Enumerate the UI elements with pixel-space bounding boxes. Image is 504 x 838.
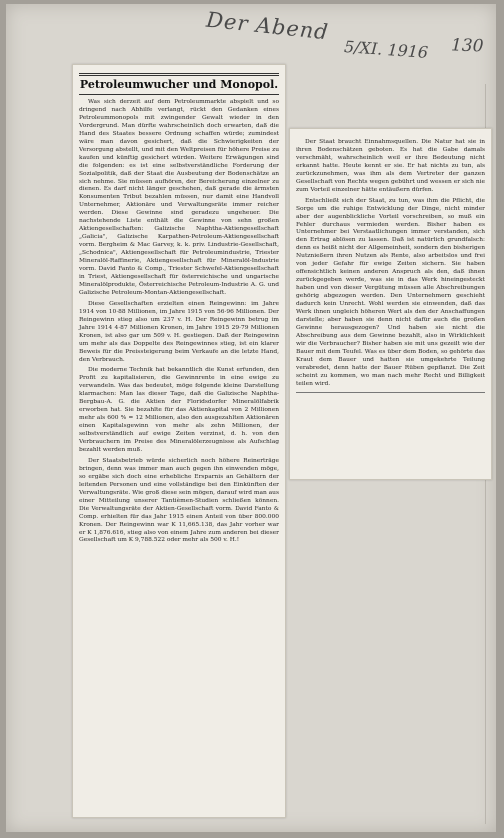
archive-sheet [6, 4, 496, 832]
newspaper-clipping-right [289, 128, 492, 480]
newspaper-clipping-left [72, 64, 286, 818]
article-paragraph: Der Staatsbetrieb würde sicherlich noch höhere Reinerträge bringen, denn was immer man auch gegen ihn einwenden möge, so ergäbe sich doch eine erhebliche Ersparnis an Gehältern der leitenden Personen und eine vollständige bei den Einkünften der Verwaltungsräte. Wie groß diese sein mögen, darauf wird man aus einer Mitteilung unserer Tantièmen-Studien schließen können. Die Verwaltungsräte der Aktien-Gesellschaft vorm. David Fanto & Comp. erhielten für das Jahr 1915 einen Anteil von über 800.000 Kronen. Der Reingewinn war K 11,665.138, das Jahr vorher war er K 1,876.616, stieg also von einem Jahre zum anderen bei dieser Gesellschaft um K 9,788.522 oder mehr als 500 v. H.! [79, 457, 279, 544]
handwritten-date: 5/XI. 1916 [343, 37, 429, 62]
column-end-rule [296, 392, 485, 393]
article-headline: Petroleumwucher und Monopol. [79, 73, 279, 95]
article-paragraph: Entschließt sich der Staat, zu tun, was ihm die Pflicht, die Sorge um die ruhige Entwicklung der Dinge, nicht minder aber der augenblickliche Vorteil vorschreiben, so muß ein Fehler durchaus vermieden werden. Bisher haben es Unternehmer bei Verstaatlichungen immer verstanden, sich den Ertrag ablösen zu lassen. Daß ist natürlich grundfalsch: denn es heißt nicht der Allgemeinheit, sondern den bisherigen Nutznießern ihren Nutzen als Rente, also arbeitslos und frei von jeder Gefahr für ewige Zeiten sichern. Sie haben offensichtlich keinen anderen Anspruch als den, daß ihnen zurückgegeben werde, was sie in das Werk hineingesteckt haben und von dieser Vergütung müssen alle Abschreibungen gehörig abgezogen werden. Den Unternehmern geschieht dadurch kein Unrecht. Wohl werden sie einwenden, daß das Werk ihnen ungleich höheren Wert als den der Anschaffungen darstelle; aber haben sie denn nicht dafür auch die großen Gewinne herausgezogen? Und haben sie nicht die Abschreibung aus dem Gewinne bezahlt, also in Wirklichkeit wir die Verbraucher? Bisher haben sie mit uns gezeilt wie der Bauer mit dem Teufel. Was es über dem Boden, so gehörte das Kraut dem Bauer und hatten sie umgekehrte Teilung verabredet, denn hatte der Bauer Rüben gepflanzt. Die Zeit scheint zu kommen, wo man nach mehr Recht und Billigkeit teilen wird. [296, 197, 485, 387]
article-paragraph: Was sich derzeit auf dem Petroleummarkte abspielt und so dringend nach Abhilfe verlangt, rückt den Gedanken eines Petroleummonopols mit zwingender Gewalt wieder in den Vordergrund. Man dürfte wahrscheinlich doch erwarten, daß die Hand des Staates bessere Ordnung schaffen würde; zumindest wäre man davon gesichert, daß die Schwierigkeiten der Versorgung abstellt, und mit den Weltpreisen für höhere Preise zu kaufen und künftig gesichert würden. Weitere Erwägungen sind die folgenden: es ist eine selbstverständliche Forderung der Sozialpolitik, daß der Staat die Ausbeutung der Bodenschätze an sich nehme. Sie müssen aufhören, der Bereicherung einzelner zu dienen. Es darf nicht länger geschehen, daß gerade die ärmsten Konsumenten Tribut bezahlen müssen, nur damit eine Handvoll Unternehmer, Aktionäre und Verwaltungsräte immer reicher werden. Diese Gewinne sind geradezu ungeheuer. Die nachstehende Liste enthält die Gewinne von sehn großen Aktiengesellschaften: Galizische Naphtha-Aktiengesellschaft „Galicia", Galizische Karpathen-Petroleum-Aktiengesellschaft vorm. Bergheim & Mac Garvey, k. k. priv. Lindustrie-Gesellschaft, „Schodnica", Aktiengesellschaft für Petroleumindustrie, Triester Mineralöl-Raffinerie, Aktiengesellschaft für Mineralöl-Industrie vorm. David Fanto & Comp., Triester Schwefel-Aktiengesellschaft in Triest, Aktiengesellschaft für österreichische und ungarische Mineralölprodukte, Österreichische Petroleum-Industrie A. G. und Galizische Petroleum-Montan-Aktiengesellschaft. [79, 99, 279, 296]
handwritten-newspaper-name: Der Abend [205, 7, 330, 45]
article-paragraph: Diese Gesellschaften erzielten einen Reingewinn: im Jahre 1914 von 10·88 Millionen, im Jahre 1915 von 56·96 Millionen. Der Reingewinn stieg also um 237 v. H. Der Reingewinn betrug im Jahre 1914 4·87 Millionen Kronen, im Jahre 1915 29·79 Millionen Kronen, ist also gar um 509 v. H. gestiegen. Daß der Reingewinn um mehr als das Doppelte des Reingewinnes stieg, ist ein klarer Beweis für die Preissteigerung beim Verkaufe an die letzte Hand, den Verbrauch. [79, 300, 279, 363]
handwritten-archive-number: 130 [450, 35, 484, 57]
article-paragraph: Der Staat braucht Einnahmsquellen. Die Natur hat sie in ihren Bodenschätzen geboten. Es hat die Gabe damals verschmäht, wahrscheinlich weil er ihre Bedeutung nicht erkannt hatte. Heute kennt er sie. Er hat nichts zu tun, als zurückzunehmen, was ihm als dem Vertreter der ganzen Gesellschaft von Rechts wegen gebührt und wessen er sich nie zum Vorteil einzelner hätte entäußern dürfen. [296, 139, 485, 193]
article-paragraph: Die moderne Technik hat bekanntlich die Kunst erfunden, den Profit zu kapitalisieren, die Gewinnrente in eine ewige zu verwandeln. Was das bedeutet, möge folgende kleine Darstellung klarmachen: Man las dieser Tage, daß die Galizische Naphtha-Bergbau-A. G. die Aktien der Floridsdorfer Mineralölfabrik erworben hat. Sie bezahlte für das Aktienkapital von 2 Millionen mehr als 600 % = 12 Millionen, also den ausgezahlten Aktionären einen Kapitalsgewinn von mehr als zehn Millionen, der selbstverständlich auf ewige Zeiten verzinst, d. h. von den Verbrauchern im Preise des Mineralölerzeugnisse als Aufschlag bezahlt werden muß. [79, 367, 279, 453]
